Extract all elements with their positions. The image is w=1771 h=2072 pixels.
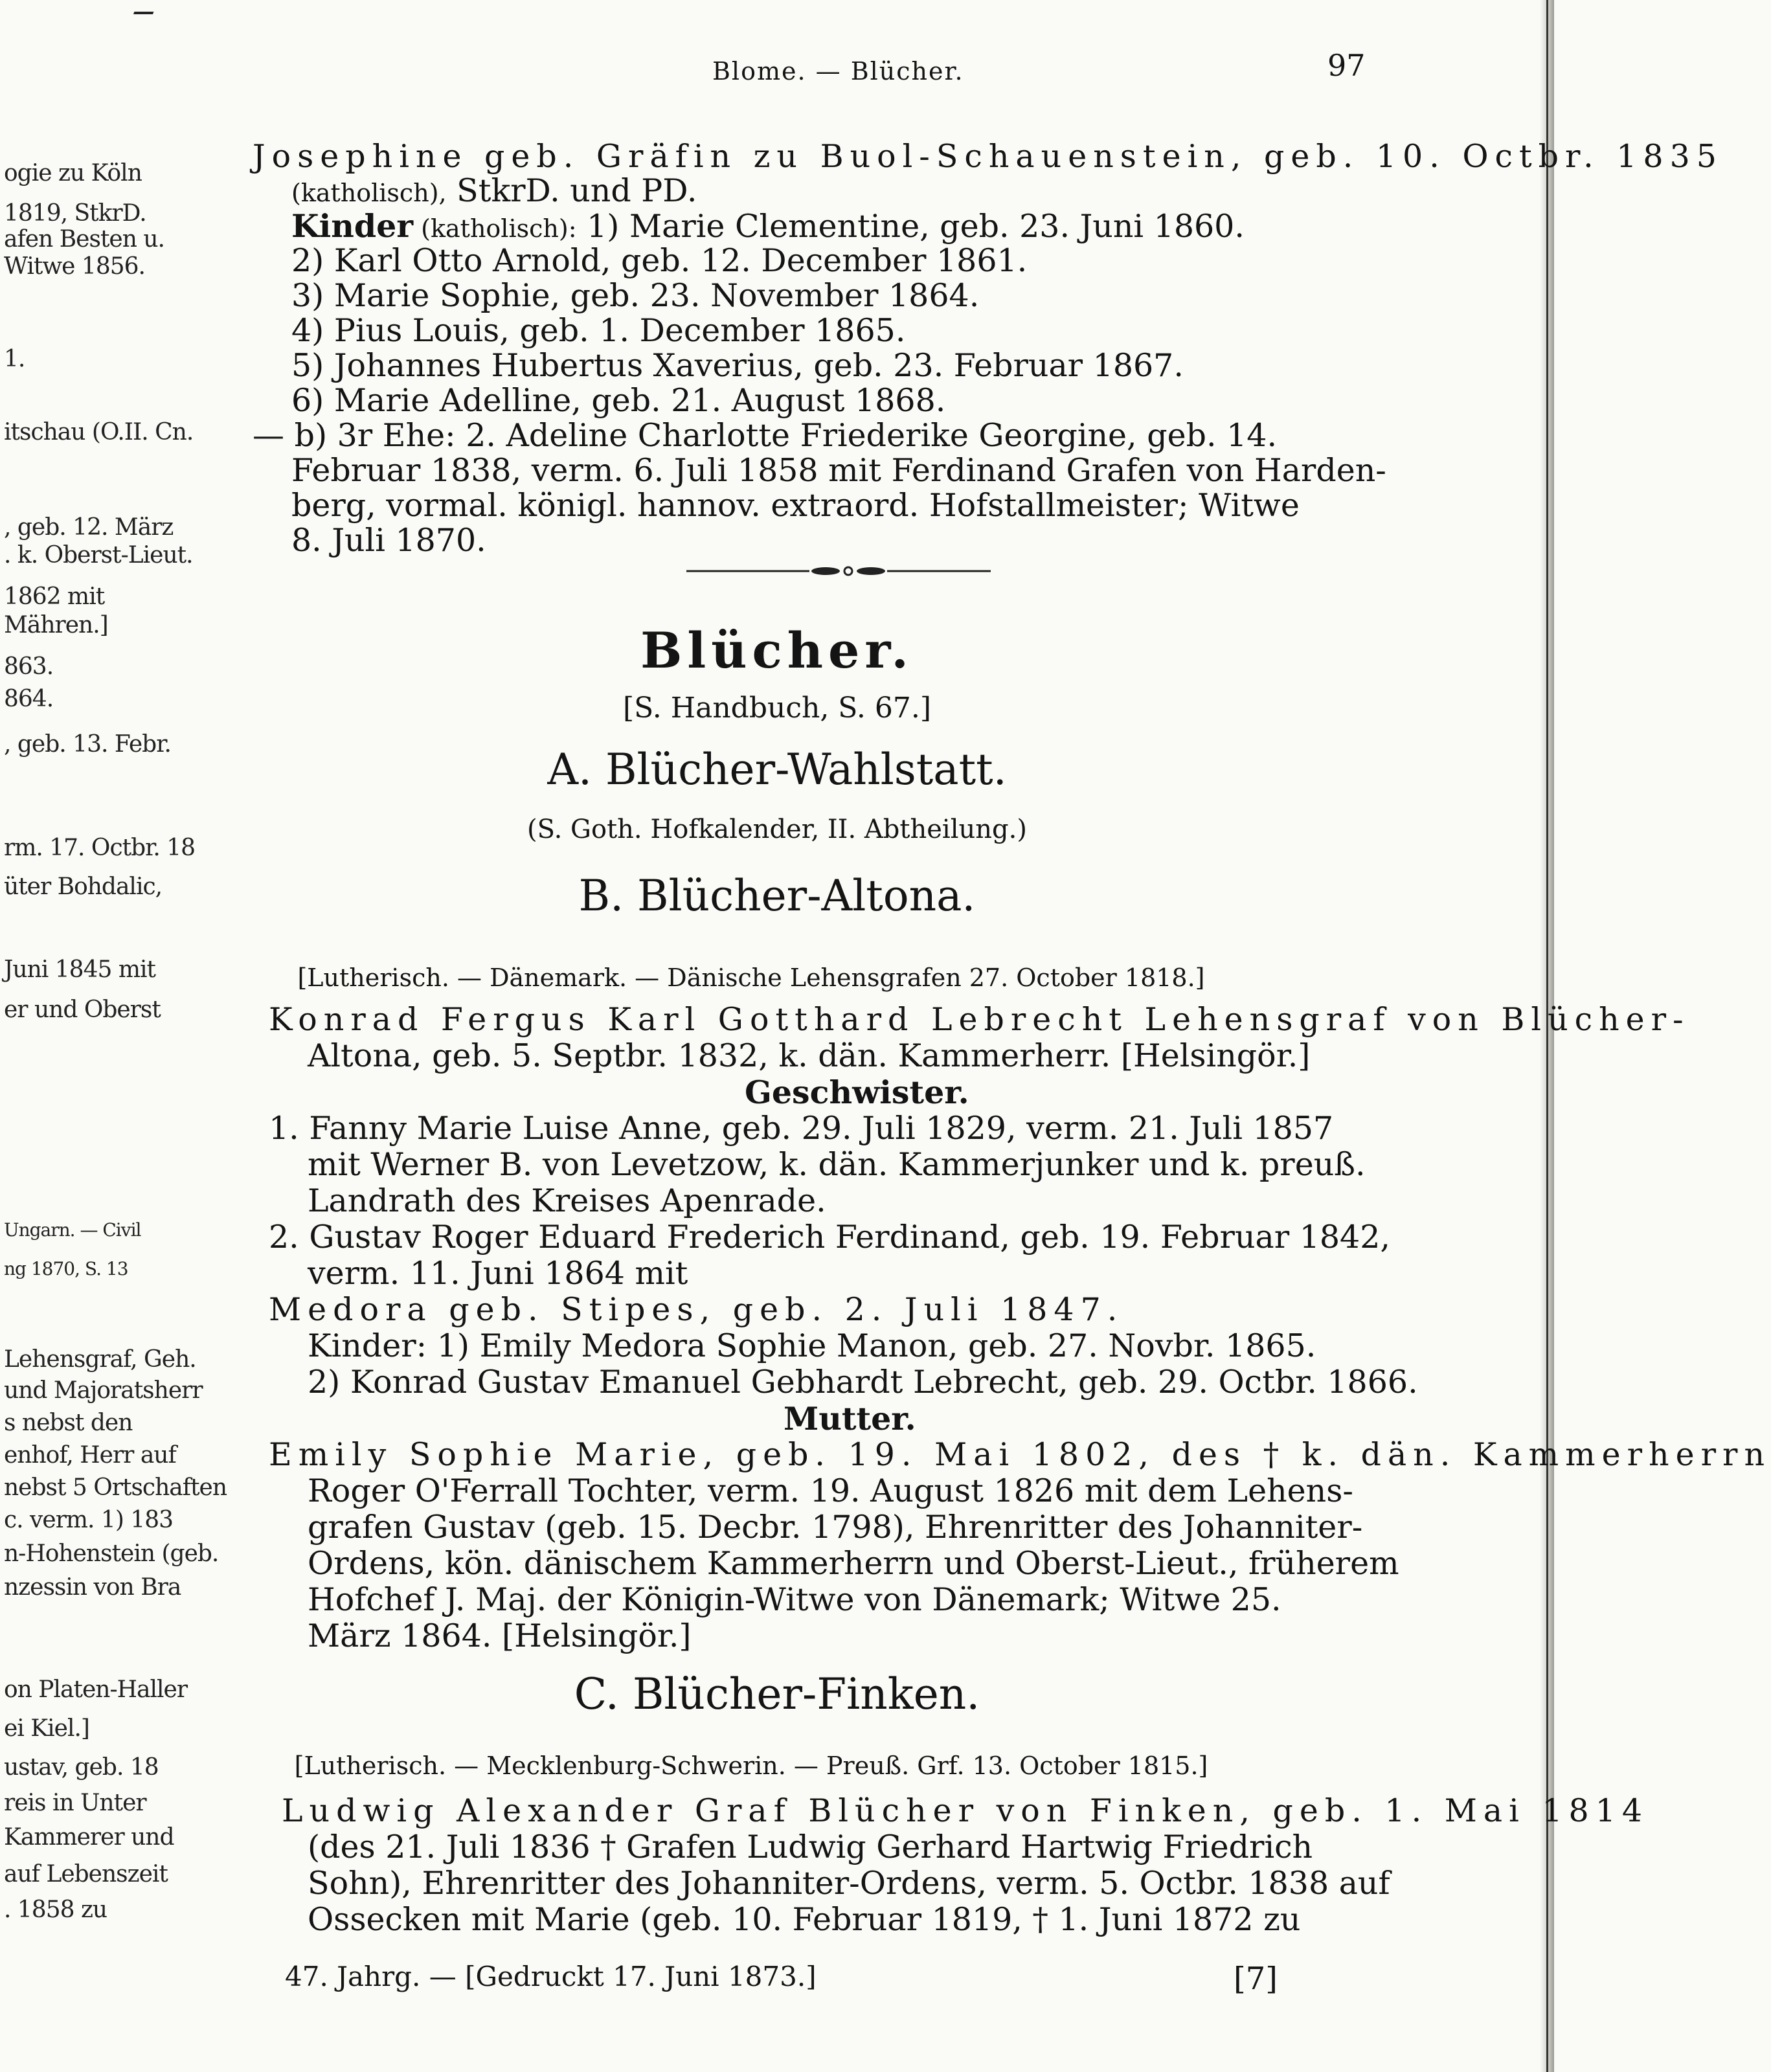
text-line: mit Werner B. von Levetzow, k. dän. Kammerjunker und k. preuß. [308,1146,1366,1183]
text-line: Februar 1838, verm. 6. Juli 1858 mit Ferdinand Grafen von Harden- [291,452,1386,489]
bleed-line: itschau (O.II. Cn. [4,419,194,445]
text-line: Josephine geb. Gräfin zu Buol-Schauenstein, geb. 10. Octbr. 1835 [253,138,1723,175]
bleed-line: Ungarn. — Civil [4,1219,141,1241]
bleed-line: nzessin von Bra [4,1574,181,1601]
bleed-line: Witwe 1856. [4,253,145,280]
bleed-line: Juni 1845 mit [4,956,155,983]
subsection-a-ref: (S. Goth. Hofkalender, II. Abtheilung.) [527,815,1027,844]
text-span: 1) Marie Clementine, geb. 23. Juni 1860. [576,208,1245,245]
bleed-line: 1. [4,346,25,372]
text-line: Konrad Fergus Karl Gotthard Lebrecht Lehensgraf von Blücher- [269,1001,1690,1038]
text-line: Roger O'Ferrall Tochter, verm. 19. August 1826 mit dem Lehens- [308,1472,1353,1509]
bleed-line: 1819, StkrD. [4,200,146,227]
bleed-line: Mähren.] [4,612,108,638]
bleed-line: Lehensgraf, Geh. [4,1346,196,1373]
text-small: (katholisch): [413,214,577,243]
text-line: verm. 11. Juni 1864 mit [308,1255,688,1292]
geschwister-heading: Geschwister. [745,1074,969,1111]
bleed-line: üter Bohdalic, [4,873,163,900]
bleed-line: nebst 5 Ortschaften [4,1474,227,1501]
text-line: Ossecken mit Marie (geb. 10. Februar 1819, † 1. Juni 1872 zu [308,1901,1301,1938]
text-line: Hofchef J. Maj. der Königin-Witwe von Dänemark; Witwe 25. [308,1581,1281,1618]
text-line: Medora geb. Stipes, geb. 2. Juli 1847. [269,1291,1124,1328]
text-span: StkrD. und PD. [446,172,697,209]
bleed-mark [133,0,158,14]
bleed-line: 863. [4,653,54,680]
bleed-line: n-Hohenstein (geb. [4,1540,219,1567]
text-line: 2) Konrad Gustav Emanuel Gebhardt Lebrecht, geb. 29. Octbr. 1866. [308,1364,1418,1401]
bleed-line: 864. [4,686,54,712]
subsection-c-ref: [Lutherisch. — Mecklenburg-Schwerin. — Preuß. Grf. 13. October 1815.] [294,1751,1208,1780]
text-line: — b) 3r Ehe: 2. Adeline Charlotte Friederike Georgine, geb. 14. [253,417,1278,454]
bleed-line: ei Kiel.] [4,1715,89,1742]
bleed-line: . k. Oberst-Lieut. [4,542,193,569]
bleed-line: . 1858 zu [4,1897,107,1923]
bleed-line: ng 1870, S. 13 [4,1258,128,1279]
text-line: Ordens, kön. dänischem Kammerherrn und Oberst-Lieut., früherem [308,1545,1399,1582]
text-line: 6) Marie Adelline, geb. 21. August 1868. [291,382,946,419]
bleed-line: auf Lebenszeit [4,1861,168,1887]
text-line: Ludwig Alexander Graf Blücher von Finken, geb. 1. Mai 1814 [282,1792,1649,1829]
bleed-line: rm. 17. Octbr. 18 [4,835,196,861]
subsection-b-ref: [Lutherisch. — Dänemark. — Dänische Lehensgrafen 27. October 1818.] [297,963,1205,992]
text-line: grafen Gustav (geb. 15. Decbr. 1798), Ehrenritter des Johanniter- [308,1509,1363,1546]
bleed-line: on Platen-Haller [4,1676,188,1703]
text-line: Sohn), Ehrenritter des Johanniter-Ordens, verm. 5. Octbr. 1838 auf [308,1865,1390,1902]
text-line: 4) Pius Louis, geb. 1. December 1865. [291,312,906,349]
text-line: Emily Sophie Marie, geb. 19. Mai 1802, des † k. dän. Kammerherrn [269,1436,1771,1473]
bleed-line: s nebst den [4,1410,133,1436]
text-small: (katholisch), [291,179,447,207]
text-line: Kinder: 1) Emily Medora Sophie Manon, geb. 27. Novbr. 1865. [308,1327,1316,1364]
text-line: 2. Gustav Roger Eduard Frederich Ferdinand, geb. 19. Februar 1842, [269,1219,1390,1256]
bleed-line: , geb. 12. März [4,514,174,541]
text-line [291,174,697,210]
text-line: Altona, geb. 5. Septbr. 1832, k. dän. Kammerherr. [Helsingör.] [308,1037,1311,1074]
bleed-line: und Majoratsherr [4,1377,203,1404]
bleed-line: c. verm. 1) 183 [4,1507,174,1533]
bleed-line: reis in Unter [4,1790,146,1816]
bleed-line: 1862 mit [4,583,105,610]
text-line: 5) Johannes Hubertus Xaverius, geb. 23. Februar 1867. [291,347,1184,384]
bleed-line: ogie zu Köln [4,160,142,186]
text-line: März 1864. [Helsingör.] [308,1617,692,1654]
running-header: Blome. — Blücher. [712,57,964,85]
text-line: 3) Marie Sophie, geb. 23. November 1864. [291,277,980,314]
text-line: 1. Fanny Marie Luise Anne, geb. 29. Juli 1829, verm. 21. Juli 1857 [269,1110,1334,1147]
text-line: 8. Juli 1870. [291,522,486,559]
bleed-line: enhof, Herr auf [4,1442,176,1469]
kinder-label: Kinder [291,207,414,245]
footer-imprint: 47. Jahrg. — [Gedruckt 17. Juni 1873.] [285,1961,817,1992]
mutter-heading: Mutter. [784,1400,916,1437]
text-line: berg, vormal. königl. hannov. extraord. Hofstallmeister; Witwe [291,487,1300,524]
bleed-line: ustav, geb. 18 [4,1754,159,1781]
signature-mark: [7] [1234,1961,1278,1997]
page-number: 97 [1327,48,1366,83]
subsection-a-title: A. Blücher-Wahlstatt. [547,745,1007,794]
subsection-b-title: B. Blücher-Altona. [578,871,976,921]
bleed-line: Kammerer und [4,1824,174,1851]
ornament-rule [686,565,991,577]
section-ref: [S. Handbuch, S. 67.] [623,692,931,725]
text-line: Landrath des Kreises Apenrade. [308,1182,826,1219]
subsection-c-title: C. Blücher-Finken. [574,1669,980,1719]
text-line [291,208,1245,246]
text-line: 2) Karl Otto Arnold, geb. 12. December 1861. [291,242,1028,279]
bleed-line: er und Oberst [4,997,161,1023]
bleed-line: , geb. 13. Febr. [4,731,171,758]
section-title: Blücher. [640,622,914,679]
text-line: (des 21. Juli 1836 † Grafen Ludwig Gerhard Hartwig Friedrich [308,1829,1313,1865]
bleed-line: afen Besten u. [4,226,164,253]
